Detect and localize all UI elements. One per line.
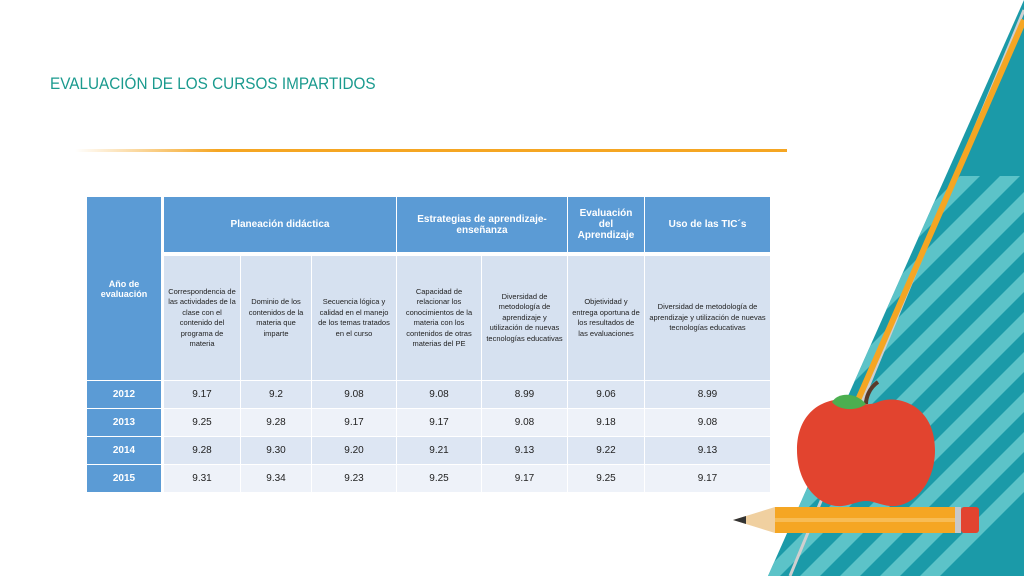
value-cell: 9.23 bbox=[312, 465, 397, 493]
value-cell: 9.08 bbox=[312, 381, 397, 409]
group-header-planeacion: Planeación didáctica bbox=[164, 197, 397, 253]
pencil-icon bbox=[733, 507, 979, 533]
table-row bbox=[87, 465, 771, 493]
group-header-tics: Uso de las TIC´s bbox=[645, 197, 771, 253]
value-cell: 9.18 bbox=[568, 409, 645, 437]
value-cell: 9.25 bbox=[164, 409, 241, 437]
year-header: Año de evaluación bbox=[87, 197, 164, 381]
subheader-secuencia: Secuencia lógica y calidad en el manejo de los temas tratados en el curso bbox=[312, 253, 397, 381]
value-cell: 9.06 bbox=[568, 381, 645, 409]
subheader-correspondencia: Correspondencia de las actividades de la clase con el contenido del programa de materia bbox=[164, 253, 241, 381]
value-cell: 8.99 bbox=[482, 381, 568, 409]
subheader-dominio: Dominio de los contenidos de la materia que imparte bbox=[241, 253, 312, 381]
value-cell: 9.25 bbox=[397, 465, 482, 493]
value-cell: 9.17 bbox=[397, 409, 482, 437]
value-cell: 9.17 bbox=[645, 465, 771, 493]
subheader-diversidad: Diversidad de metodología de aprendizaje y utilización de nuevas tecnologías educativas bbox=[482, 253, 568, 381]
title-underline bbox=[75, 149, 787, 152]
table-row bbox=[87, 437, 771, 465]
value-cell: 9.31 bbox=[164, 465, 241, 493]
value-cell: 9.08 bbox=[645, 409, 771, 437]
subheader-diversidad-tics: Diversidad de metodología de aprendizaje y utilización de nuevas tecnologías educativas bbox=[645, 253, 771, 381]
value-cell: 9.21 bbox=[397, 437, 482, 465]
value-cell: 9.2 bbox=[241, 381, 312, 409]
subheader-capacidad: Capacidad de relacionar los conocimientos de la materia con los contenidos de otras materias del PE bbox=[397, 253, 482, 381]
value-cell: 9.17 bbox=[312, 409, 397, 437]
evaluation-table bbox=[87, 197, 771, 493]
group-header-evaluacion: Evaluación del Aprendizaje bbox=[568, 197, 645, 253]
value-cell: 9.34 bbox=[241, 465, 312, 493]
value-cell: 9.17 bbox=[482, 465, 568, 493]
value-cell: 9.25 bbox=[568, 465, 645, 493]
value-cell: 9.28 bbox=[164, 437, 241, 465]
year-cell: 2013 bbox=[87, 409, 164, 437]
value-cell: 9.28 bbox=[241, 409, 312, 437]
value-cell: 8.99 bbox=[645, 381, 771, 409]
table-row bbox=[87, 409, 771, 437]
table-row bbox=[87, 381, 771, 409]
page-title: EVALUACIÓN DE LOS CURSOS IMPARTIDOS bbox=[50, 74, 376, 93]
group-header-estrategias: Estrategias de aprendizaje-enseñanza bbox=[397, 197, 568, 253]
value-cell: 9.08 bbox=[397, 381, 482, 409]
value-cell: 9.13 bbox=[645, 437, 771, 465]
value-cell: 9.13 bbox=[482, 437, 568, 465]
value-cell: 9.30 bbox=[241, 437, 312, 465]
year-cell: 2015 bbox=[87, 465, 164, 493]
value-cell: 9.17 bbox=[164, 381, 241, 409]
value-cell: 9.08 bbox=[482, 409, 568, 437]
subheader-objetividad: Objetividad y entrega oportuna de los resultados de las evaluaciones bbox=[568, 253, 645, 381]
year-cell: 2012 bbox=[87, 381, 164, 409]
value-cell: 9.20 bbox=[312, 437, 397, 465]
value-cell: 9.22 bbox=[568, 437, 645, 465]
year-cell: 2014 bbox=[87, 437, 164, 465]
